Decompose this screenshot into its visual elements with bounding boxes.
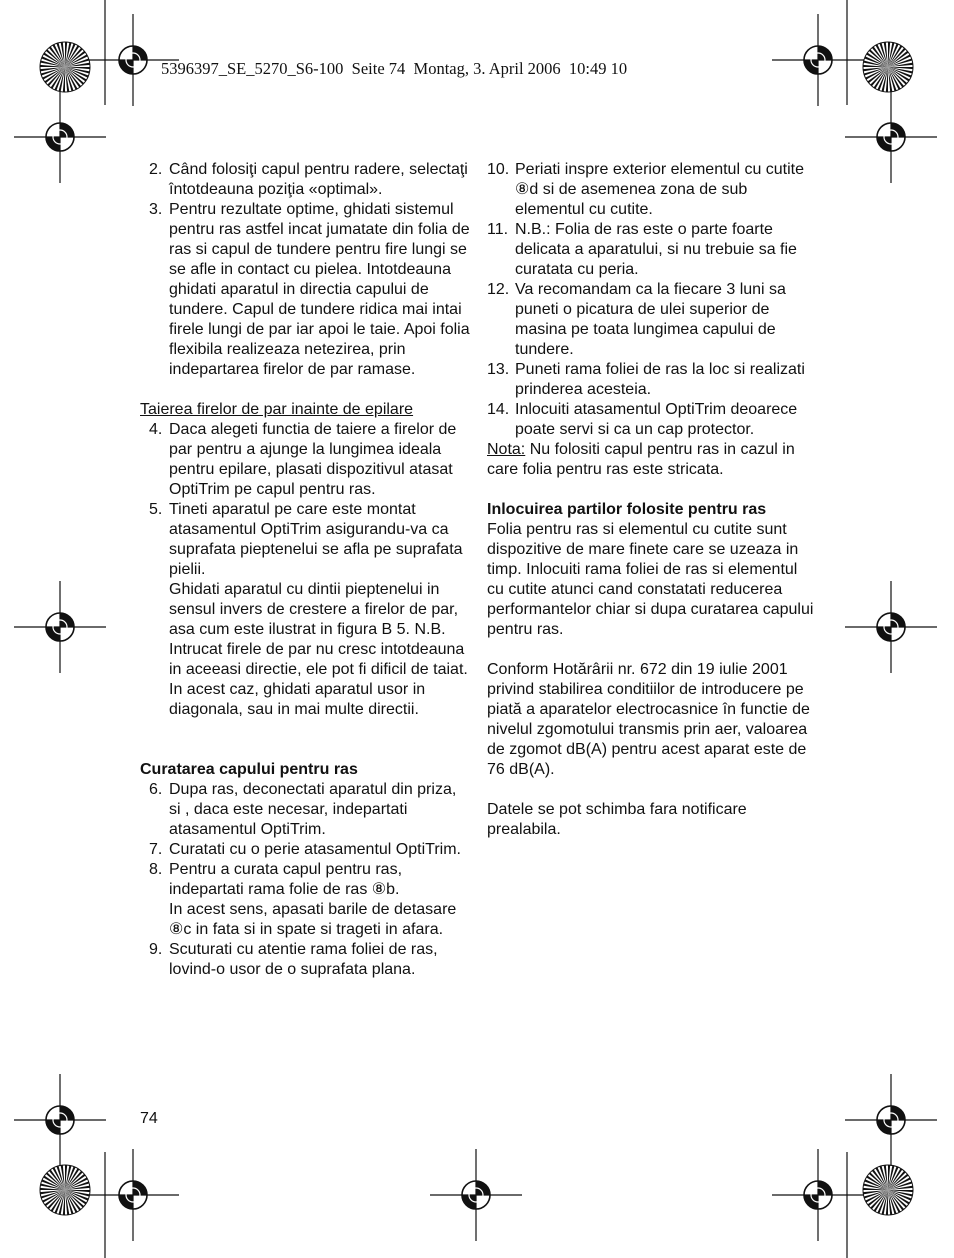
- item-number: 4.: [149, 421, 163, 438]
- item-number: 3.: [149, 201, 163, 218]
- item-number: 11.: [487, 221, 509, 238]
- starburst-mark: [40, 1165, 90, 1215]
- noise-paragraph: Conform Hotărârii nr. 672 din 19 iulie 2001 privind stabilirea conditiilor de introducere pe piată a aparatelor electrocasnice în functie de nivelul zgomotului transmis prin aer, valoarea de zgomot dB(A) pentru acest aparat este de 76 dB(A).: [487, 661, 810, 778]
- item-text: Va recomandam ca la fiecare 3 luni sa puneti o picatura de ulei superior de masina pe toata lungimea capului de tundere.: [515, 281, 786, 358]
- section-heading-clean: Curatarea capului pentru ras: [140, 761, 358, 778]
- starburst-mark: [863, 42, 913, 92]
- item-text: Inlocuiti atasamentul OptiTrim deoarece poate servi si ca un cap protector.: [515, 401, 798, 438]
- starburst-mark: [863, 1165, 913, 1215]
- item-text: Periati inspre exterior elementul cu cutite ⑧d si de asemenea zona de sub elementul cu cutite.: [515, 161, 805, 218]
- item-text: N.B.: Folia de ras este o parte foarte delicata a aparatului, si nu trebuie sa fie curatata cu peria.: [515, 221, 797, 278]
- item-text: Daca alegeti functia de taiere a firelor de par pentru a ajunge la lungimea ideala pentru epilare, plasati dispozitivul atasat OptiTrim pe capul pentru ras.: [169, 421, 457, 498]
- item-number: 13.: [487, 361, 510, 378]
- item-number: 8.: [149, 861, 163, 878]
- item-number: 7.: [149, 841, 163, 858]
- item-number: 9.: [149, 941, 163, 958]
- item-text: Curatati cu o perie atasamentul OptiTrim.: [169, 841, 461, 858]
- item-number: 2.: [149, 161, 163, 178]
- starburst-mark: [40, 42, 90, 92]
- item-number: 10.: [487, 161, 510, 178]
- item-text: Pentru a curata capul pentru ras, indepartati rama folie de ras ⑧b.: [169, 861, 403, 898]
- item-number: 5.: [149, 501, 163, 518]
- item-number: 6.: [149, 781, 163, 798]
- note-text: Nu folositi capul pentru ras in cazul in care folia pentru ras este stricata.: [487, 441, 795, 478]
- note-label: Nota:: [487, 441, 526, 458]
- section-heading-replace: Inlocuirea partilor folosite pentru ras: [487, 501, 767, 518]
- item-text: Când folosiţi capul pentru radere, selectaţi întotdeauna poziţia «optimal».: [169, 161, 468, 198]
- item-text: Dupa ras, deconectati aparatul din priza, si , daca este necesar, indepartati atasamentul OptiTrim.: [169, 781, 457, 838]
- section-heading-trim: Taierea firelor de par inainte de epilare: [140, 401, 414, 418]
- replace-paragraph: Folia pentru ras si elementul cu cutite sunt dispozitive de mare finete care se uzeaza in timp. Inlocuiti rama foliei de ras si elementul cu cutite atunci cand constatati reducerea performantelor chiar si dupa curatarea capului pentru ras.: [487, 521, 814, 638]
- item-extra-text: Ghidati aparatul cu dintii pieptenelui in sensul invers de crestere a firelor de par, asa cum este ilustrat in figura B 5. N.B. Intrucat firele de par nu cresc intotdeauna in aceeasi directie, ele pot fi dificil de taiat. In acest caz, ghidati aparatul usor in diagonala, sau in mai multe directii.: [169, 581, 468, 718]
- item-extra-text: In acest sens, apasati barile de detasare ⑧c in fata si in spate si trageti in afara.: [169, 901, 457, 938]
- change-paragraph: Datele se pot schimba fara notificare prealabila.: [487, 801, 747, 838]
- page-number: 74: [140, 1110, 158, 1127]
- item-text: Puneti rama foliei de ras la loc si realizati prinderea acesteia.: [515, 361, 805, 398]
- item-text: Pentru rezultate optime, ghidati sistemul pentru ras astfel incat jumatate din folia de ras si capul de tundere pentru fire lungi se se afle in contact cu pielea. Intotdeauna ghidati aparatul in directia capului de tundere. Capul de tundere ridica mai intai firele lungi de par iar apoi le taie. Apoi folia flexibila realizeaza netezirea, prin indepartarea firelor de par ramase.: [169, 201, 470, 378]
- item-text: Tineti aparatul pe care este montat atasamentul OptiTrim asigurandu-va ca suprafata pieptenelui se afla pe suprafata pielii.: [169, 501, 463, 578]
- header-slug: 5396397_SE_5270_S6-100 Seite 74 Montag, 3. April 2006 10:49 10: [161, 59, 628, 78]
- item-number: 14.: [487, 401, 510, 418]
- item-number: 12.: [487, 281, 510, 298]
- item-text: Scuturati cu atentie rama foliei de ras, lovind-o usor de o suprafata plana.: [169, 941, 438, 978]
